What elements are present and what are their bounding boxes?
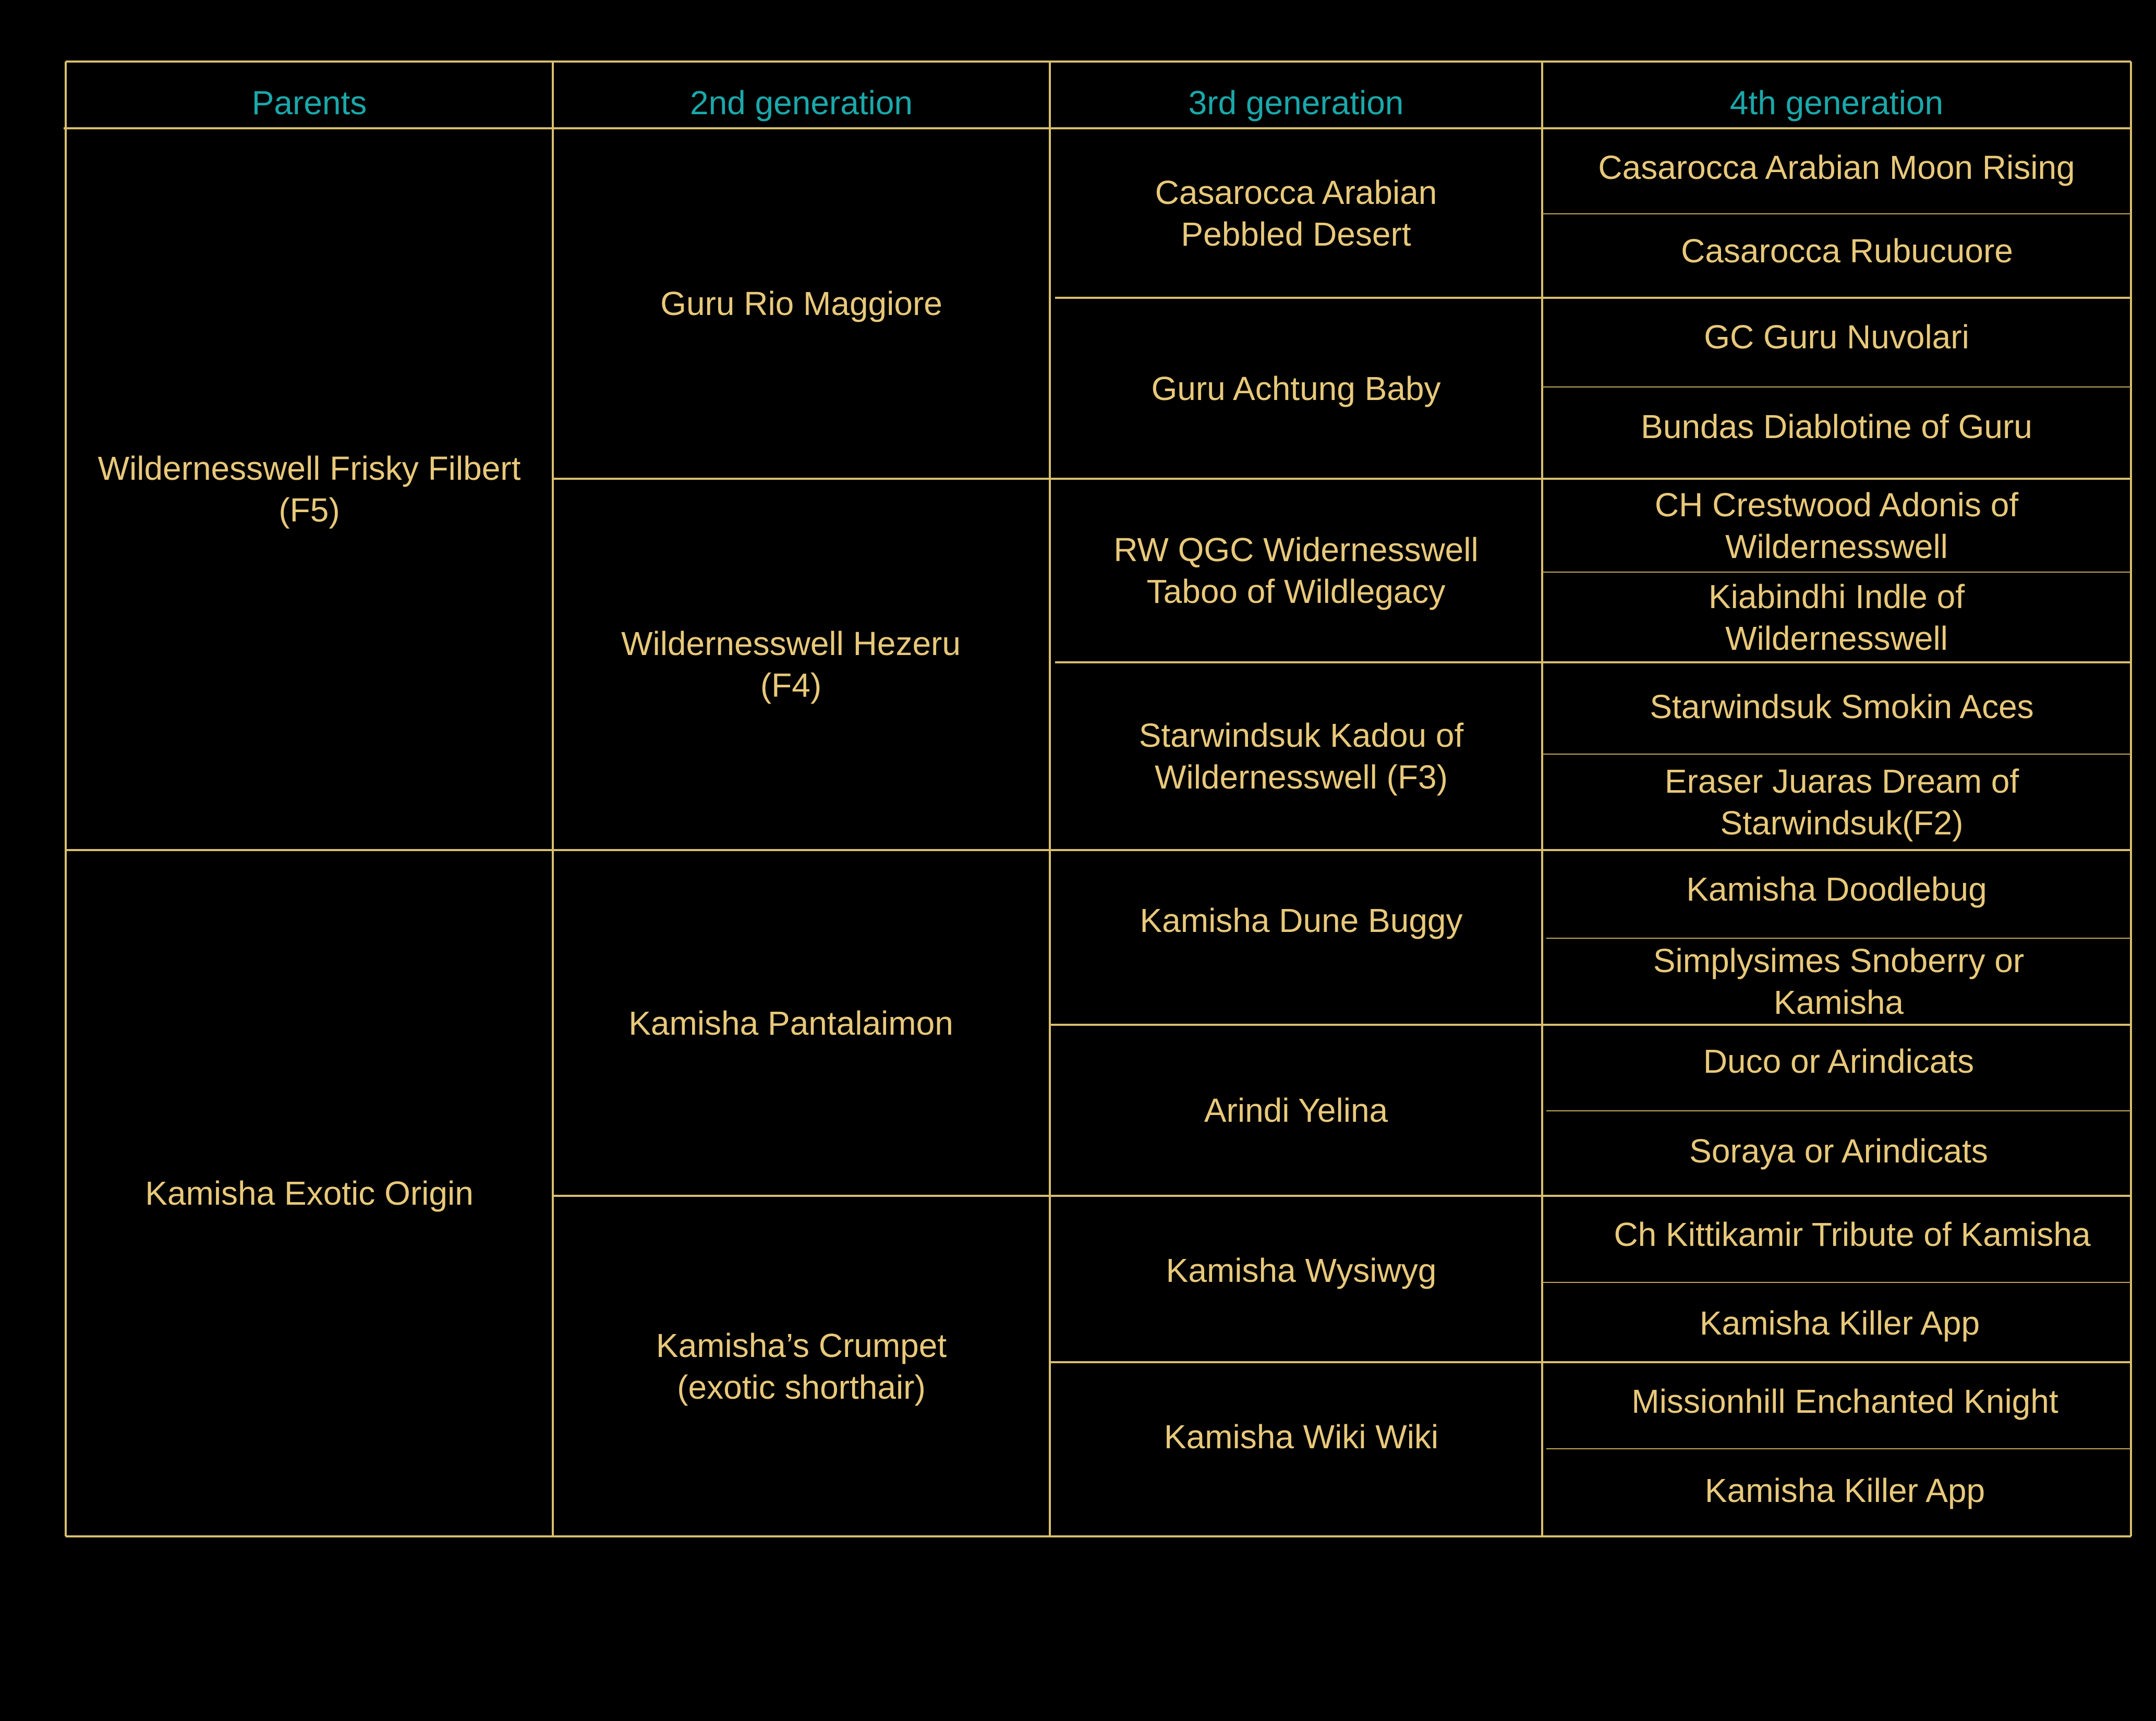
gen4-cell: Bundas Diablotine of Guru bbox=[1641, 408, 2032, 445]
gen3-cell: Kamisha Wysiwyg bbox=[1166, 1252, 1437, 1289]
gen3-cell: Guru Achtung Baby bbox=[1151, 369, 1441, 407]
gen4-cell: GC Guru Nuvolari bbox=[1704, 318, 1969, 356]
header-parents: Parents bbox=[251, 84, 367, 122]
gen4-cell: Ch Kittikamir Tribute of Kamisha bbox=[1614, 1216, 2091, 1253]
gen3-cell: Arindi Yelina bbox=[1204, 1092, 1388, 1129]
gen3-cell: Starwindsuk Kadou of Wildernesswell (F3) bbox=[1138, 717, 1464, 796]
gen4-cell: Missionhill Enchanted Knight bbox=[1631, 1383, 2058, 1420]
gen4-cell: Simplysimes Snoberry or Kamisha bbox=[1653, 942, 2025, 1021]
gen4-cell: Starwindsuk Smokin Aces bbox=[1650, 688, 2034, 725]
header-4th-generation: 4th generation bbox=[1729, 84, 1944, 122]
gen4-cell: Casarocca Rubucuore bbox=[1681, 232, 2013, 270]
gen4-cell: Soraya or Arindicats bbox=[1689, 1132, 1988, 1170]
header-3rd-generation: 3rd generation bbox=[1188, 84, 1404, 122]
gen3-cell: Casarocca Arabian Pebbled Desert bbox=[1155, 173, 1437, 253]
header-2nd-generation: 2nd generation bbox=[689, 84, 913, 122]
gen2-cell: Wildernesswell Hezeru (F4) bbox=[621, 625, 961, 704]
parent-cell: Wildernesswell Frisky Filbert (F5) bbox=[98, 450, 521, 529]
gen2-cell: Guru Rio Maggiore bbox=[660, 285, 942, 322]
gen4-cell: Eraser Juaras Dream of Starwindsuk(F2) bbox=[1664, 762, 2019, 842]
gen4-cell: Kamisha Doodlebug bbox=[1686, 870, 1987, 908]
gen4-cell: Kamisha Killer App bbox=[1699, 1304, 1980, 1342]
gen2-cell: Kamisha Pantalaimon bbox=[628, 1004, 953, 1042]
gen3-cell: Kamisha Wiki Wiki bbox=[1164, 1418, 1439, 1456]
parent-cell: Kamisha Exotic Origin bbox=[145, 1174, 474, 1212]
gen3-cell: RW QGC Widernesswell Taboo of Wildlegacy bbox=[1113, 531, 1479, 610]
gen4-cell: Kamisha Killer App bbox=[1704, 1472, 1985, 1509]
gen4-cell: CH Crestwood Adonis of Wildernesswell bbox=[1654, 486, 2019, 565]
gen4-cell: Casarocca Arabian Moon Rising bbox=[1598, 149, 2075, 186]
gen3-cell: Kamisha Dune Buggy bbox=[1140, 901, 1463, 939]
gen4-cell: Kiabindhi Indle of Wildernesswell bbox=[1708, 577, 1965, 657]
gen4-cell: Duco or Arindicats bbox=[1703, 1043, 1975, 1080]
gen2-cell: Kamisha’s Crumpet (exotic shorthair) bbox=[656, 1326, 947, 1406]
